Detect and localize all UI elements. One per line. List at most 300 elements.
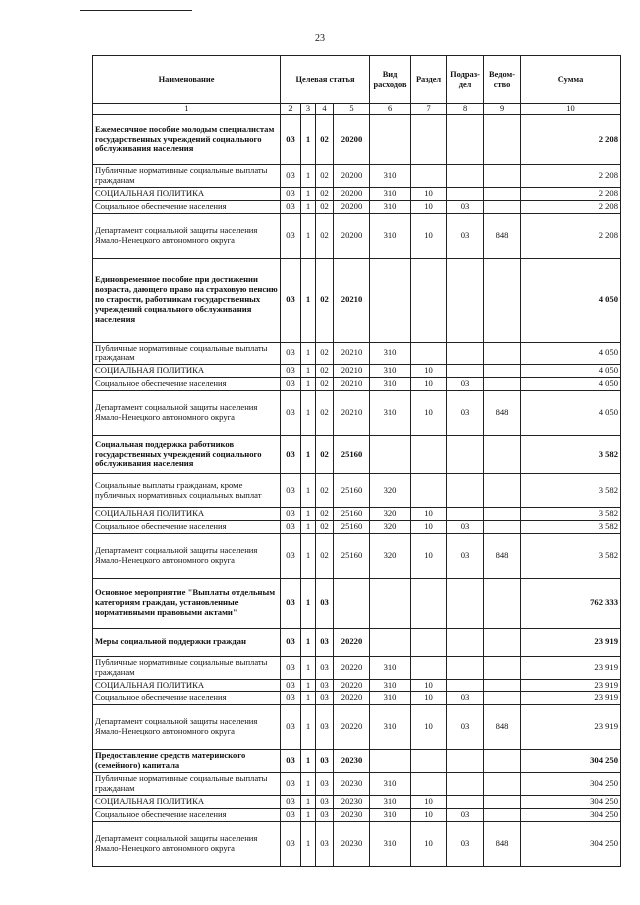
code-subprogram: 1: [301, 508, 316, 521]
row-name: Единовременное пособие при достижении возраста, дающего право на страховую пенсию по старости, работникам государственных учреждений социального обслуживания населения: [93, 258, 281, 342]
code-measure: 02: [316, 213, 334, 258]
code-measure: 02: [316, 365, 334, 378]
code-measure: 02: [316, 520, 334, 533]
cell-podrazdel: [447, 795, 484, 808]
cell-sum: 304 250: [521, 750, 621, 773]
code-program: 03: [281, 365, 301, 378]
code-program: 03: [281, 628, 301, 656]
code-subprogram: 1: [301, 692, 316, 705]
cell-sum: 4 050: [521, 342, 621, 365]
code-program: 03: [281, 115, 301, 165]
cell-podrazdel: 03: [447, 378, 484, 391]
row-name: Социальное обеспечение населения: [93, 808, 281, 821]
code-subprogram: 1: [301, 808, 316, 821]
cell-vid: [370, 436, 411, 474]
colnum: 6: [370, 104, 411, 115]
code-direction: 20210: [334, 378, 370, 391]
cell-vid: [370, 115, 411, 165]
table-row: [93, 508, 621, 521]
cell-razdel: 10: [411, 808, 447, 821]
code-program: 03: [281, 578, 301, 628]
row-name: Департамент социальной защиты населения Ямало-Ненецкого автономного округа: [93, 705, 281, 750]
table-row: [93, 391, 621, 436]
cell-vid: 310: [370, 692, 411, 705]
cell-vedom: [484, 187, 521, 200]
table-row: [93, 165, 621, 188]
code-measure: 03: [316, 692, 334, 705]
cell-sum: 762 333: [521, 578, 621, 628]
code-measure: 03: [316, 808, 334, 821]
cell-vid: 310: [370, 378, 411, 391]
code-measure: 03: [316, 705, 334, 750]
row-name: Социальное обеспечение населения: [93, 200, 281, 213]
header-podrazdel: Подраз-дел: [447, 56, 484, 104]
table-row: [93, 750, 621, 773]
code-program: 03: [281, 656, 301, 679]
colnum: 9: [484, 104, 521, 115]
colnum: 3: [301, 104, 316, 115]
cell-razdel: [411, 258, 447, 342]
row-name: СОЦИАЛЬНАЯ ПОЛИТИКА: [93, 365, 281, 378]
code-direction: 20200: [334, 213, 370, 258]
cell-razdel: [411, 474, 447, 508]
row-name: Департамент социальной защиты населения Ямало-Ненецкого автономного округа: [93, 391, 281, 436]
cell-vedom: [484, 679, 521, 692]
cell-razdel: 10: [411, 795, 447, 808]
cell-sum: 4 050: [521, 378, 621, 391]
code-subprogram: 1: [301, 187, 316, 200]
row-name: СОЦИАЛЬНАЯ ПОЛИТИКА: [93, 679, 281, 692]
cell-sum: 2 208: [521, 200, 621, 213]
cell-podrazdel: 03: [447, 821, 484, 866]
code-program: 03: [281, 750, 301, 773]
code-direction: 20230: [334, 821, 370, 866]
table-row: [93, 705, 621, 750]
row-name: Предоставление средств материнского (семейного) капитала: [93, 750, 281, 773]
cell-sum: 23 919: [521, 679, 621, 692]
row-name: Меры социальной поддержки граждан: [93, 628, 281, 656]
cell-sum: 3 582: [521, 474, 621, 508]
header-vedom: Ведом-ство: [484, 56, 521, 104]
code-program: 03: [281, 258, 301, 342]
code-program: 03: [281, 213, 301, 258]
cell-vid: 310: [370, 187, 411, 200]
row-name: Департамент социальной защиты населения Ямало-Ненецкого автономного округа: [93, 533, 281, 578]
code-subprogram: 1: [301, 365, 316, 378]
code-program: 03: [281, 533, 301, 578]
code-subprogram: 1: [301, 165, 316, 188]
code-subprogram: 1: [301, 200, 316, 213]
cell-podrazdel: 03: [447, 200, 484, 213]
cell-podrazdel: 03: [447, 705, 484, 750]
cell-vedom: [484, 628, 521, 656]
cell-podrazdel: 03: [447, 533, 484, 578]
colnum: 5: [334, 104, 370, 115]
column-number-row: [93, 104, 621, 115]
cell-razdel: 10: [411, 692, 447, 705]
code-program: 03: [281, 474, 301, 508]
table-row: [93, 342, 621, 365]
code-direction: 20200: [334, 115, 370, 165]
cell-podrazdel: [447, 365, 484, 378]
row-name: Ежемесячное пособие молодым специалистам государственных учреждений социального обслуживания населения: [93, 115, 281, 165]
cell-razdel: 10: [411, 365, 447, 378]
cell-sum: 4 050: [521, 391, 621, 436]
cell-podrazdel: 03: [447, 808, 484, 821]
cell-vedom: [484, 750, 521, 773]
cell-vedom: 848: [484, 391, 521, 436]
code-subprogram: 1: [301, 342, 316, 365]
code-measure: 02: [316, 378, 334, 391]
code-program: 03: [281, 187, 301, 200]
row-name: Департамент социальной защиты населения Ямало-Ненецкого автономного округа: [93, 213, 281, 258]
code-direction: 20200: [334, 187, 370, 200]
code-subprogram: 1: [301, 391, 316, 436]
code-program: 03: [281, 342, 301, 365]
code-direction: 25160: [334, 436, 370, 474]
colnum: 2: [281, 104, 301, 115]
cell-vedom: 848: [484, 821, 521, 866]
code-subprogram: 1: [301, 520, 316, 533]
cell-vedom: 848: [484, 705, 521, 750]
cell-vedom: [484, 342, 521, 365]
cell-razdel: 10: [411, 533, 447, 578]
colnum: 1: [93, 104, 281, 115]
cell-vid: 310: [370, 821, 411, 866]
cell-podrazdel: [447, 628, 484, 656]
cell-sum: 2 208: [521, 213, 621, 258]
row-name: Департамент социальной защиты населения Ямало-Ненецкого автономного округа: [93, 821, 281, 866]
code-direction: 20210: [334, 391, 370, 436]
code-program: 03: [281, 200, 301, 213]
code-measure: 02: [316, 474, 334, 508]
code-subprogram: 1: [301, 436, 316, 474]
code-direction: 20220: [334, 656, 370, 679]
code-direction: 20200: [334, 165, 370, 188]
cell-sum: 304 250: [521, 808, 621, 821]
row-name: Социальная поддержка работников государственных учреждений социального обслуживания населения: [93, 436, 281, 474]
cell-vedom: [484, 773, 521, 796]
colnum: 7: [411, 104, 447, 115]
code-measure: 03: [316, 821, 334, 866]
code-program: 03: [281, 378, 301, 391]
row-name: СОЦИАЛЬНАЯ ПОЛИТИКА: [93, 187, 281, 200]
code-subprogram: 1: [301, 679, 316, 692]
table-row: [93, 436, 621, 474]
code-program: 03: [281, 705, 301, 750]
table-header: [93, 56, 621, 104]
cell-vid: [370, 578, 411, 628]
table-row: [93, 258, 621, 342]
code-subprogram: 1: [301, 474, 316, 508]
cell-podrazdel: [447, 436, 484, 474]
row-name: Основное мероприятие "Выплаты отдельным категориям граждан, установленные нормативными правовыми актами": [93, 578, 281, 628]
table-row: [93, 365, 621, 378]
cell-vid: 310: [370, 679, 411, 692]
cell-razdel: [411, 578, 447, 628]
cell-sum: 2 208: [521, 187, 621, 200]
code-direction: [334, 578, 370, 628]
code-subprogram: 1: [301, 656, 316, 679]
code-measure: 03: [316, 628, 334, 656]
table-row: [93, 656, 621, 679]
code-subprogram: 1: [301, 378, 316, 391]
cell-vedom: [484, 808, 521, 821]
cell-razdel: [411, 165, 447, 188]
cell-razdel: [411, 773, 447, 796]
table-row: [93, 187, 621, 200]
row-name: Публичные нормативные социальные выплаты гражданам: [93, 656, 281, 679]
code-subprogram: 1: [301, 578, 316, 628]
code-direction: 20210: [334, 342, 370, 365]
cell-podrazdel: [447, 679, 484, 692]
cell-podrazdel: [447, 656, 484, 679]
cell-vedom: [484, 200, 521, 213]
cell-sum: 3 582: [521, 520, 621, 533]
row-name: СОЦИАЛЬНАЯ ПОЛИТИКА: [93, 508, 281, 521]
code-program: 03: [281, 821, 301, 866]
cell-sum: 3 582: [521, 508, 621, 521]
page-number: 23: [315, 33, 325, 44]
cell-podrazdel: [447, 474, 484, 508]
cell-vedom: [484, 692, 521, 705]
cell-sum: 23 919: [521, 628, 621, 656]
colnum: 10: [521, 104, 621, 115]
code-measure: 03: [316, 656, 334, 679]
cell-vedom: [484, 508, 521, 521]
cell-sum: 304 250: [521, 821, 621, 866]
table-row: [93, 378, 621, 391]
cell-vedom: [484, 436, 521, 474]
cell-sum: 23 919: [521, 656, 621, 679]
table-row: [93, 628, 621, 656]
cell-vedom: [484, 115, 521, 165]
row-name: Социальное обеспечение населения: [93, 520, 281, 533]
cell-razdel: 10: [411, 705, 447, 750]
row-name: СОЦИАЛЬНАЯ ПОЛИТИКА: [93, 795, 281, 808]
code-program: 03: [281, 773, 301, 796]
code-subprogram: 1: [301, 213, 316, 258]
cell-podrazdel: 03: [447, 213, 484, 258]
cell-vid: 310: [370, 342, 411, 365]
cell-podrazdel: [447, 342, 484, 365]
code-measure: 02: [316, 200, 334, 213]
cell-vid: 310: [370, 391, 411, 436]
cell-razdel: [411, 436, 447, 474]
code-measure: 03: [316, 578, 334, 628]
row-name: Социальное обеспечение населения: [93, 692, 281, 705]
code-measure: 03: [316, 795, 334, 808]
table-row: [93, 533, 621, 578]
cell-sum: 4 050: [521, 258, 621, 342]
cell-podrazdel: [447, 578, 484, 628]
cell-podrazdel: [447, 750, 484, 773]
row-name: Публичные нормативные социальные выплаты гражданам: [93, 342, 281, 365]
header-target: Целевая статья: [281, 56, 370, 104]
cell-sum: 2 208: [521, 165, 621, 188]
cell-razdel: 10: [411, 391, 447, 436]
code-direction: 20220: [334, 692, 370, 705]
cell-vid: 310: [370, 773, 411, 796]
code-direction: 20210: [334, 365, 370, 378]
code-subprogram: 1: [301, 750, 316, 773]
cell-vid: 310: [370, 165, 411, 188]
code-measure: 03: [316, 773, 334, 796]
cell-vid: 310: [370, 795, 411, 808]
cell-razdel: [411, 656, 447, 679]
cell-sum: 23 919: [521, 705, 621, 750]
code-program: 03: [281, 508, 301, 521]
cell-sum: 3 582: [521, 436, 621, 474]
table-row: [93, 808, 621, 821]
cell-vedom: [484, 578, 521, 628]
code-direction: 20230: [334, 808, 370, 821]
cell-vid: 310: [370, 656, 411, 679]
cell-vedom: [484, 165, 521, 188]
code-direction: 25160: [334, 474, 370, 508]
table-row: [93, 474, 621, 508]
cell-podrazdel: [447, 115, 484, 165]
cell-vid: [370, 628, 411, 656]
code-subprogram: 1: [301, 795, 316, 808]
code-program: 03: [281, 679, 301, 692]
code-measure: 02: [316, 391, 334, 436]
code-direction: 20200: [334, 200, 370, 213]
code-direction: 20230: [334, 773, 370, 796]
code-measure: 02: [316, 165, 334, 188]
cell-razdel: 10: [411, 378, 447, 391]
cell-vedom: [484, 378, 521, 391]
cell-vid: 320: [370, 533, 411, 578]
code-subprogram: 1: [301, 115, 316, 165]
cell-razdel: 10: [411, 200, 447, 213]
cell-vedom: [484, 258, 521, 342]
code-direction: 20220: [334, 705, 370, 750]
code-measure: 02: [316, 342, 334, 365]
code-direction: 20230: [334, 795, 370, 808]
colnum: 8: [447, 104, 484, 115]
cell-razdel: 10: [411, 520, 447, 533]
cell-vid: 320: [370, 508, 411, 521]
cell-vid: [370, 750, 411, 773]
table-row: [93, 821, 621, 866]
cell-vid: 310: [370, 705, 411, 750]
cell-podrazdel: [447, 165, 484, 188]
code-program: 03: [281, 692, 301, 705]
cell-vid: [370, 258, 411, 342]
cell-sum: 304 250: [521, 773, 621, 796]
table-row: [93, 200, 621, 213]
code-measure: 03: [316, 750, 334, 773]
cell-podrazdel: 03: [447, 520, 484, 533]
cell-razdel: 10: [411, 679, 447, 692]
code-measure: 02: [316, 187, 334, 200]
code-subprogram: 1: [301, 258, 316, 342]
cell-razdel: 10: [411, 187, 447, 200]
cell-podrazdel: [447, 773, 484, 796]
code-program: 03: [281, 165, 301, 188]
cell-razdel: [411, 628, 447, 656]
code-program: 03: [281, 436, 301, 474]
code-measure: 02: [316, 115, 334, 165]
table-row: [93, 692, 621, 705]
code-program: 03: [281, 795, 301, 808]
cell-vedom: [484, 656, 521, 679]
code-program: 03: [281, 391, 301, 436]
code-program: 03: [281, 808, 301, 821]
cell-sum: 23 919: [521, 692, 621, 705]
code-measure: 02: [316, 258, 334, 342]
cell-razdel: [411, 750, 447, 773]
code-direction: 25160: [334, 533, 370, 578]
top-rule: [80, 10, 192, 11]
cell-vid: 320: [370, 520, 411, 533]
cell-vid: 310: [370, 213, 411, 258]
table-row: [93, 520, 621, 533]
code-measure: 02: [316, 533, 334, 578]
cell-podrazdel: 03: [447, 391, 484, 436]
cell-vedom: [484, 474, 521, 508]
header-razdel: Раздел: [411, 56, 447, 104]
code-subprogram: 1: [301, 628, 316, 656]
header-vid: Вид расходов: [370, 56, 411, 104]
header-name: Наименование: [93, 56, 281, 104]
header-summa: Сумма: [521, 56, 621, 104]
code-subprogram: 1: [301, 533, 316, 578]
cell-vedom: [484, 795, 521, 808]
code-measure: 02: [316, 436, 334, 474]
colnum: 4: [316, 104, 334, 115]
row-name: Публичные нормативные социальные выплаты гражданам: [93, 773, 281, 796]
code-program: 03: [281, 520, 301, 533]
row-name: Социальные выплаты гражданам, кроме публичных нормативных социальных выплат: [93, 474, 281, 508]
cell-vedom: [484, 365, 521, 378]
cell-sum: 4 050: [521, 365, 621, 378]
cell-vid: 310: [370, 365, 411, 378]
cell-vid: 310: [370, 808, 411, 821]
code-direction: 20230: [334, 750, 370, 773]
table-row: [93, 115, 621, 165]
cell-podrazdel: [447, 258, 484, 342]
code-direction: 25160: [334, 508, 370, 521]
cell-sum: 304 250: [521, 795, 621, 808]
table-row: [93, 679, 621, 692]
table-row: [93, 213, 621, 258]
cell-vid: 320: [370, 474, 411, 508]
cell-razdel: 10: [411, 821, 447, 866]
cell-podrazdel: [447, 187, 484, 200]
cell-razdel: [411, 342, 447, 365]
code-subprogram: 1: [301, 773, 316, 796]
code-subprogram: 1: [301, 705, 316, 750]
row-name: Социальное обеспечение населения: [93, 378, 281, 391]
code-direction: 20220: [334, 628, 370, 656]
cell-razdel: [411, 115, 447, 165]
table-row: [93, 795, 621, 808]
cell-podrazdel: [447, 508, 484, 521]
code-direction: 20220: [334, 679, 370, 692]
row-name: Публичные нормативные социальные выплаты гражданам: [93, 165, 281, 188]
code-direction: 20210: [334, 258, 370, 342]
cell-vedom: [484, 520, 521, 533]
code-measure: 02: [316, 508, 334, 521]
code-subprogram: 1: [301, 821, 316, 866]
cell-vedom: 848: [484, 213, 521, 258]
cell-razdel: 10: [411, 508, 447, 521]
cell-sum: 2 208: [521, 115, 621, 165]
code-direction: 25160: [334, 520, 370, 533]
cell-vedom: 848: [484, 533, 521, 578]
